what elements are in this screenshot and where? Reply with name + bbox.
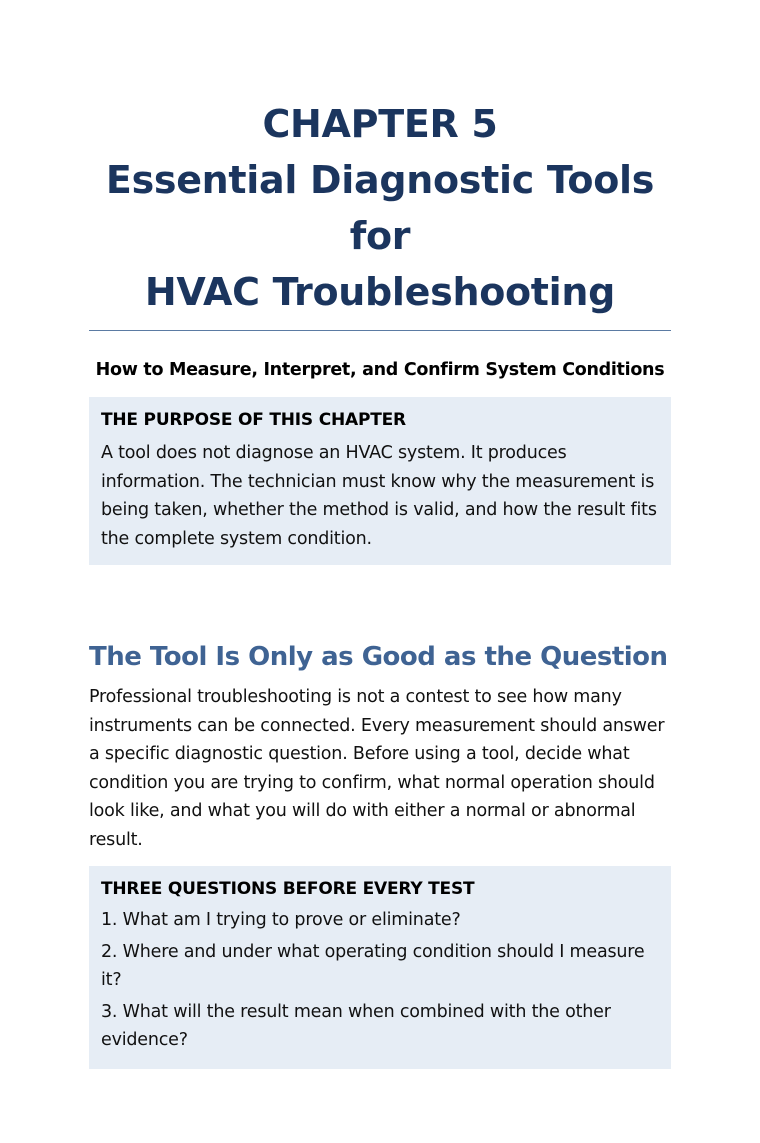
purpose-callout-body: A tool does not diagnose an HVAC system. It produces information. The technician must know why the measurement is being taken, whether the method is valid, and how the result fits the complete system condition. bbox=[101, 443, 657, 549]
section-body-paragraph: Professional troubleshooting is not a contest to see how many instruments can be connected. Every measurement should answer a specific diagnostic question. Before using a tool, decide what condition you are trying to confirm, what normal operation should look like, and what you will do with either a normal or abnormal result. bbox=[89, 687, 665, 850]
title-divider bbox=[89, 330, 671, 331]
chapter-subtitle: How to Measure, Interpret, and Confirm System Conditions bbox=[95, 360, 665, 380]
questions-callout-heading: THREE QUESTIONS BEFORE EVERY TEST bbox=[101, 879, 475, 899]
chapter-title bbox=[89, 0, 671, 320]
chapter-title-line-2: HVAC Troubleshooting bbox=[144, 270, 616, 314]
question-item-1: 1. What am I trying to prove or eliminate? bbox=[101, 910, 461, 930]
question-item-2: 2. Where and under what operating condition should I measure it? bbox=[101, 941, 645, 990]
purpose-callout-heading: THE PURPOSE OF THIS CHAPTER bbox=[101, 410, 406, 430]
chapter-number: CHAPTER 5 bbox=[262, 102, 498, 146]
questions-callout-box bbox=[89, 866, 671, 1069]
question-item-3: 3. What will the result mean when combined with the other evidence? bbox=[101, 1001, 611, 1050]
purpose-callout-box bbox=[89, 397, 671, 565]
chapter-title-line-1: Essential Diagnostic Tools for bbox=[105, 158, 655, 258]
question-list bbox=[101, 906, 659, 1055]
section-heading: The Tool Is Only as Good as the Question bbox=[89, 642, 668, 672]
